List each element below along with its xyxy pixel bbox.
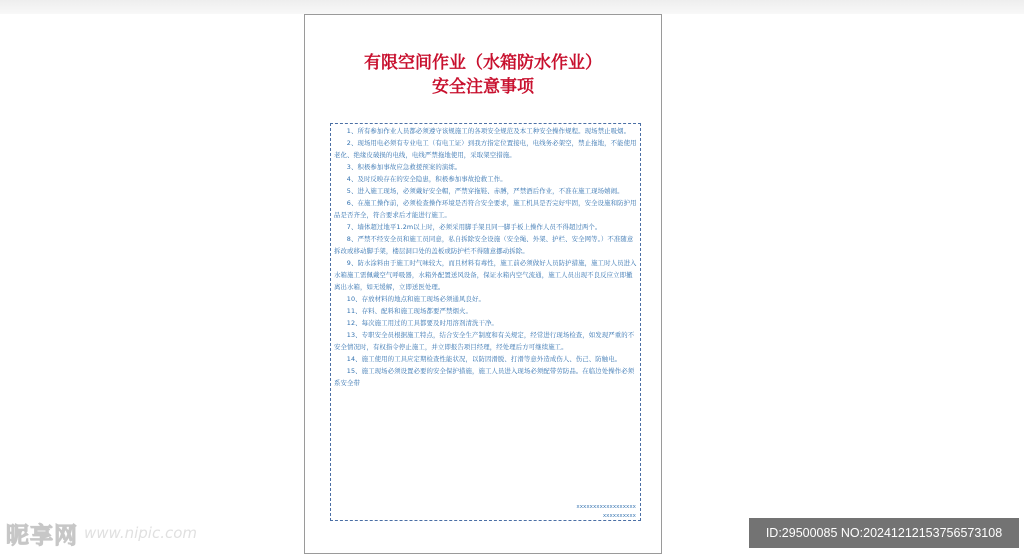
- paragraph: 6、在施工操作前，必须检查操作环境是否符合安全要求，施工机具是否完好牢固，安全设施和防护用品是否齐全，符合要求后才能进行施工。: [334, 199, 637, 219]
- paragraph: 9、防水涂料由于施工时气味较大，而且材料有毒性，施工前必须做好人员防护措施，施工时人员进入水箱施工需佩戴空气呼吸器，水箱外配置送风设备，保证水箱内空气流通，施工人员出现不良反应立即撤离出水箱，如无缓解，立即送医处理。: [334, 259, 637, 291]
- title-line-2: 安全注意事项: [432, 77, 534, 97]
- paragraph: 1、所有参加作业人员都必须遵守该规施工的各项安全规范及本工种安全操作规程。现场禁止吸烟。: [346, 127, 631, 135]
- watermark-logo: 昵享网: [6, 522, 78, 549]
- paragraph: 12、每次施工用过的工具都要及时用溶剂清洗干净。: [346, 319, 498, 327]
- paragraph: 11、存料、配料和施工现场都要严禁烟火。: [346, 307, 472, 315]
- site-watermark: [6, 518, 197, 548]
- paragraph: 15、施工现场必须设置必要的安全保护措施，施工人员进入现场必须配带劳防品。在临边处操作必须系安全带: [334, 367, 635, 387]
- document-title: [305, 51, 661, 99]
- document-page: [304, 14, 662, 554]
- paragraph: 14、施工使用的工具应定期检查性能状况，以防因滑脱、打滑等意外造成伤人、伤己、防触电。: [346, 355, 622, 363]
- footer-mark: xxxxxxxxxxxxxxxxxx: [576, 504, 636, 510]
- paragraph: 13、专职安全员根据施工特点，结合安全生产制度和有关规定，经常进行现场检查，如发现严重的不安全情况时，有权指令停止施工，并立即报告项目经理，经处理后方可继续施工。: [334, 331, 635, 351]
- paragraph: 2、现场用电必须有专业电工（有电工证）到我方指定位置接电，电线务必架空，禁止拖地，不能使用老化、绝缘皮破损的电线，电线严禁拖地使用，采取架空措施。: [334, 139, 637, 159]
- paragraph: 4、及时反映存在的安全隐患，积极参加事故抢救工作。: [346, 175, 507, 183]
- paragraph: 8、严禁不经安全员和施工员同意，私自拆除安全设施（安全绳、外架、护栏、安全网等。）不准随意拆改或移动脚手架，楼层洞口处的盖板或防护栏不得随意挪动拆除。: [334, 235, 634, 255]
- watermark-url: www.nipic.com: [84, 524, 198, 542]
- paragraph: 5、进入施工现场，必须戴好安全帽，严禁穿拖鞋、赤膊，严禁酒后作业，不准在施工现场嬉闹。: [346, 187, 624, 195]
- title-line-1: 有限空间作业（水箱防水作业）: [364, 53, 602, 73]
- footer-marks: [576, 503, 636, 521]
- image-id-watermark: ID:29500085 NO:20241212153756573108: [749, 518, 1019, 548]
- top-strip: [0, 0, 1024, 14]
- footer-mark: xxxxxxxxxx: [602, 513, 636, 519]
- paragraph: 7、墙体超过地平1.2m以上时，必须采用脚手架且同一脚手板上操作人员不得超过两个。: [346, 223, 602, 231]
- paragraph: 10、存放材料的地点和施工现场必须通风良好。: [346, 295, 485, 303]
- paragraph: 3、积极参加事故应急救援预案的演练。: [346, 163, 462, 171]
- content-box: [330, 123, 641, 521]
